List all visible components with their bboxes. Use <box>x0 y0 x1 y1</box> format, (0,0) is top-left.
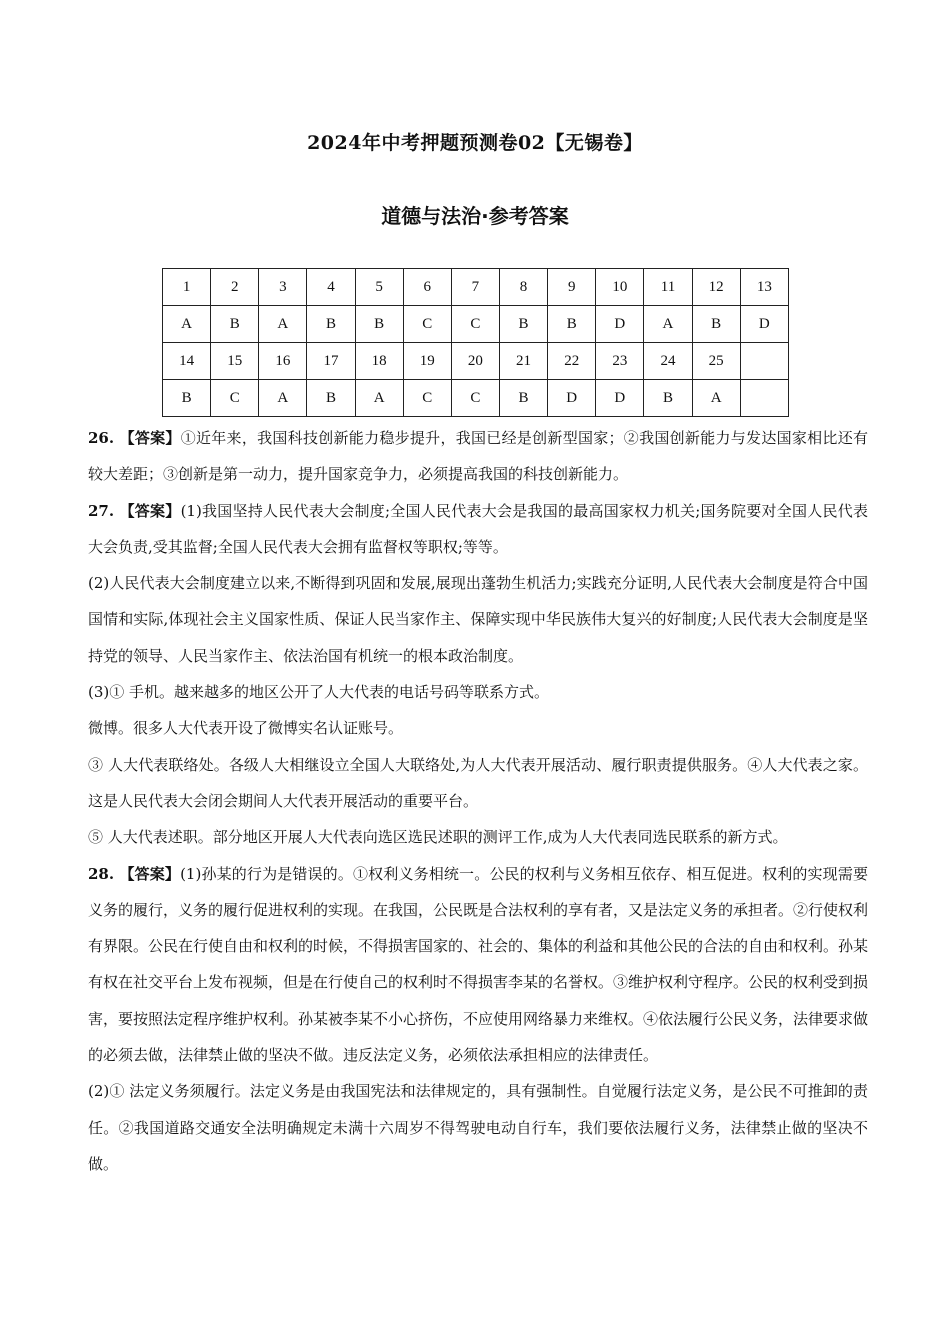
answer-table-row <box>163 343 789 380</box>
answer-table-cell: 12 <box>692 269 740 306</box>
answer-table-cell: 7 <box>451 269 499 306</box>
answer-table-cell: D <box>596 380 644 417</box>
answer-table-cell: B <box>211 306 259 343</box>
answer-table-cell: A <box>259 306 307 343</box>
answer-table-cell: A <box>163 306 211 343</box>
answer-table-cell: B <box>307 380 355 417</box>
answer-27-part3: (3)① 手机。越来越多的地区公开了人大代表的电话号码等联系方式。 <box>88 683 550 702</box>
answer-table-cell: 2 <box>211 269 259 306</box>
answer-table-cell: 21 <box>499 343 547 380</box>
answer-table-cell: 8 <box>499 269 547 306</box>
answer-table-cell: 13 <box>740 269 788 306</box>
answer-table-cell: 9 <box>548 269 596 306</box>
answer-27-part2: (2)人民代表大会制度建立以来,不断得到巩固和发展,展现出蓬勃生机活力;实践充分证明,人民代表大会制度是符合中国国情和实际,体现社会主义国家性质、保证人民当家作主、保障实现中华民族伟大复兴的好制度;人民代表大会制度是坚持党的领导、人民当家作主、依法治国有机统一的根本政治制度。 <box>88 574 868 665</box>
answer-table-cell: C <box>403 306 451 343</box>
page-title: 2024年中考押题预测卷02【无锡卷】 <box>307 132 643 154</box>
answer-table-cell: 4 <box>307 269 355 306</box>
answer-table-cell: 16 <box>259 343 307 380</box>
answer-table-cell: C <box>403 380 451 417</box>
answer-table-cell: B <box>307 306 355 343</box>
answer-table-cell: B <box>644 380 692 417</box>
answer-28-lead: 28. 【答案】 <box>88 864 181 883</box>
answer-table-cell: 17 <box>307 343 355 380</box>
answer-27-part4: 微博。很多人大代表开设了微博实名认证账号。 <box>88 719 404 738</box>
answer-table-cell: 10 <box>596 269 644 306</box>
answer-table-cell: 11 <box>644 269 692 306</box>
answer-table-cell: 1 <box>163 269 211 306</box>
answer-table-cell: A <box>692 380 740 417</box>
answer-table-cell: A <box>259 380 307 417</box>
answer-table-cell <box>740 343 788 380</box>
answer-table-cell: B <box>499 380 547 417</box>
answer-table-cell: D <box>740 306 788 343</box>
answer-table-cell: C <box>451 380 499 417</box>
answer-table-cell: 3 <box>259 269 307 306</box>
answer-table-cell: 23 <box>596 343 644 380</box>
answer-body <box>88 420 868 1182</box>
answer-table-cell: 25 <box>692 343 740 380</box>
answer-27-part5: ③ 人大代表联络处。各级人大相继设立全国人大联络处,为人大代表开展活动、履行职责提供服务。④人大代表之家。这是人民代表大会闭会期间人大代表开展活动的重要平台。 <box>88 755 868 810</box>
answer-table-cell: 15 <box>211 343 259 380</box>
answer-table-cell: 18 <box>355 343 403 380</box>
answer-table-cell: B <box>692 306 740 343</box>
answer-table-cell: D <box>596 306 644 343</box>
answer-table-cell: B <box>548 306 596 343</box>
answer-table-cell: A <box>355 380 403 417</box>
answer-table-row <box>163 269 789 306</box>
answer-26-text: ①近年来，我国科技创新能力稳步提升，我国已经是创新型国家；②我国创新能力与发达国家相比还有较大差距；③创新是第一动力，提升国家竞争力，必须提高我国的科技创新能力。 <box>88 429 868 484</box>
answer-table-cell: 20 <box>451 343 499 380</box>
answer-table-cell: A <box>644 306 692 343</box>
answer-table-cell: B <box>355 306 403 343</box>
answer-table-row <box>163 380 789 417</box>
answer-table-cell: 22 <box>548 343 596 380</box>
answer-table-cell: 5 <box>355 269 403 306</box>
answer-table-cell <box>740 380 788 417</box>
answer-table-cell: C <box>211 380 259 417</box>
answer-27-lead: 27. 【答案】 <box>88 501 181 520</box>
answer-28-p1: (1)孙某的行为是错误的。①权利义务相统一。公民的权利与义务相互依存、相互促进。权利的实现需要义务的履行，义务的履行促进权利的实现。在我国，公民既是合法权利的享有者，又是法定义务的承担者。②行使权利有界限。公民在行使自由和权利的时候，不得损害国家的、社会的、集体的利益和其他公民的合法的自由和权利。孙某有权在社交平台上发布视频，但是在行使自己的权利时不得损害李某的名誉权。③维护权利守程序。公民的权利受到损害，要按照法定程序维护权利。孙某被李某不小心挤伤，不应使用网络暴力来维权。④依法履行公民义务，法律要求做的必须去做，法律禁止做的坚决不做。违反法定义务，必须依法承担相应的法律责任。 <box>88 864 869 1065</box>
answer-26-lead: 26. 【答案】 <box>88 429 181 447</box>
answer-table <box>162 268 789 417</box>
answer-table-cell: 14 <box>163 343 211 380</box>
answer-27-p1: (1)我国坚持人民代表大会制度;全国人民代表大会是我国的最高国家权力机关;国务院要对全国人民代表大会负责,受其监督;全国人民代表大会拥有监督权等职权;等等。 <box>88 501 868 556</box>
answer-28-part1 <box>88 856 868 1074</box>
answer-table-cell: D <box>548 380 596 417</box>
answer-table-cell: B <box>163 380 211 417</box>
answer-table-row <box>163 306 789 343</box>
answer-table-cell: 6 <box>403 269 451 306</box>
answer-28-part2: (2)① 法定义务须履行。法定义务是由我国宪法和法律规定的，具有强制性。自觉履行法定义务，是公民不可推卸的责任。②我国道路交通安全法明确规定未满十六周岁不得驾驶电动自行车，我们要依法履行义务，法律禁止做的坚决不做。 <box>88 1082 868 1173</box>
page-subtitle: 道德与法治·参考答案 <box>381 204 569 228</box>
answer-table-cell: 24 <box>644 343 692 380</box>
answer-table-cell: C <box>451 306 499 343</box>
answer-27-part6: ⑤ 人大代表述职。部分地区开展人大代表向选区选民述职的测评工作,成为人大代表同选民联系的新方式。 <box>88 828 788 847</box>
answer-table-cell: B <box>499 306 547 343</box>
answer-table-cell: 19 <box>403 343 451 380</box>
answer-27-part1 <box>88 493 868 566</box>
answer-26 <box>88 420 868 493</box>
